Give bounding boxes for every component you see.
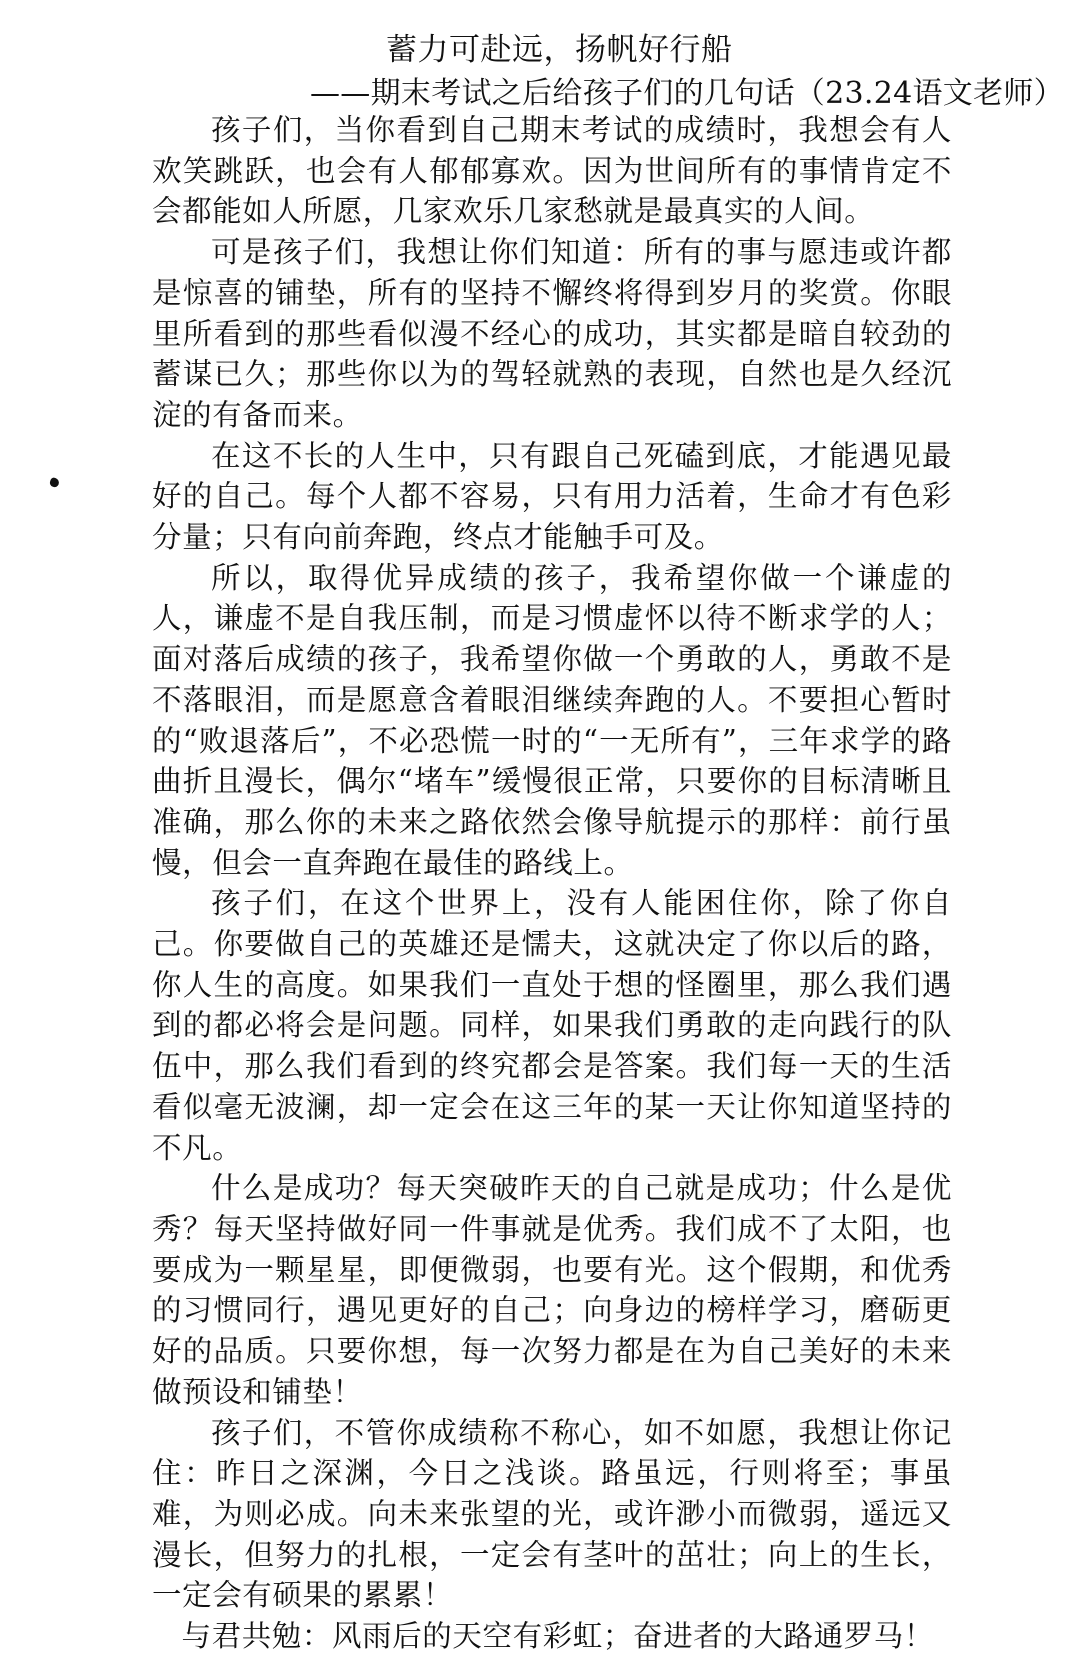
paragraph-7: 孩子们，不管你成绩称不称心，如不如愿，我想让你记住：昨日之深渊，今日之浅谈。路虽远，行则将至；事虽难，为则必成。向未来张望的光，或许渺小而微弱，遥远又漫长，但努力的扎根，一定会有茎叶的茁壮；向上的生长，一定会有硕果的累累！: [152, 1415, 952, 1613]
paragraph-4: 所以，取得优异成绩的孩子，我希望你做一个谦虚的人，谦虚不是自我压制，而是习惯虚怀以待不断求学的人；面对落后成绩的孩子，我希望你做一个勇敢的人，勇敢不是不落眼泪，而是愿意含着眼泪继续奔跑的人。不要担心暂时的“败退落后”，不必恐慌一时的“一无所有”，三年求学的路曲折且漫长，偶尔“堵车”缓慢很正常，只要你的目标清晰且准确，那么你的未来之路依然会像导航提示的那样：前行虽慢，但会一直奔跑在最佳的路线上。: [152, 560, 952, 880]
paragraph-1: 孩子们，当你看到自己期末考试的成绩时，我想会有人欢笑跳跃，也会有人郁郁寡欢。因为世间所有的事情肯定不会都能如人所愿，几家欢乐几家愁就是最真实的人间。: [152, 113, 952, 229]
scan-speck: [49, 477, 61, 489]
paragraph-5: 孩子们，在这个世界上，没有人能困住你，除了你自己。你要做自己的英雄还是懦夫，这就决定了你以后的路，你人生的高度。如果我们一直处于想的怪圈里，那么我们遇到的都必将会是问题。同样，如果我们勇敢的走向践行的队伍中，那么我们看到的终究都会是答案。我们每一天的生活看似毫无波澜，却一定会在这三年的某一天让你知道坚持的不凡。: [152, 886, 952, 1165]
paragraph-6: 什么是成功？每天突破昨天的自己就是成功；什么是优秀？每天坚持做好同一件事就是优秀。我们成不了太阳，也要成为一颗星星，即便微弱，也要有光。这个假期，和优秀的习惯同行，遇见更好的自己；向身边的榜样学习，磨砺更好的品质。只要你想，每一次努力都是在为自己美好的未来做预设和铺垫！: [152, 1171, 952, 1409]
paragraph-3: 在这不长的人生中，只有跟自己死磕到底，才能遇见最好的自己。每个人都不容易，只有用力活着，生命才有色彩分量；只有向前奔跑，终点才能触手可及。: [152, 438, 952, 555]
paragraph-2: 可是孩子们，我想让你们知道：所有的事与愿违或许都是惊喜的铺垫，所有的坚持不懈终将得到岁月的奖赏。你眼里所看到的那些看似漫不经心的成功，其实都是暗自较劲的蓄谋已久；那些你以为的驾轻就熟的表现，自然也是久经沉淀的有备而来。: [152, 235, 952, 432]
letter-body: [152, 110, 952, 1657]
page-subtitle: ——期末考试之后给孩子们的几句话（23.24语文老师）: [310, 76, 1064, 111]
page-title: 蓄力可赴远，扬帆好行船: [386, 32, 733, 68]
closing-line: 与君共勉：风雨后的天空有彩虹；奋进者的大路通罗马！: [181, 1619, 935, 1654]
